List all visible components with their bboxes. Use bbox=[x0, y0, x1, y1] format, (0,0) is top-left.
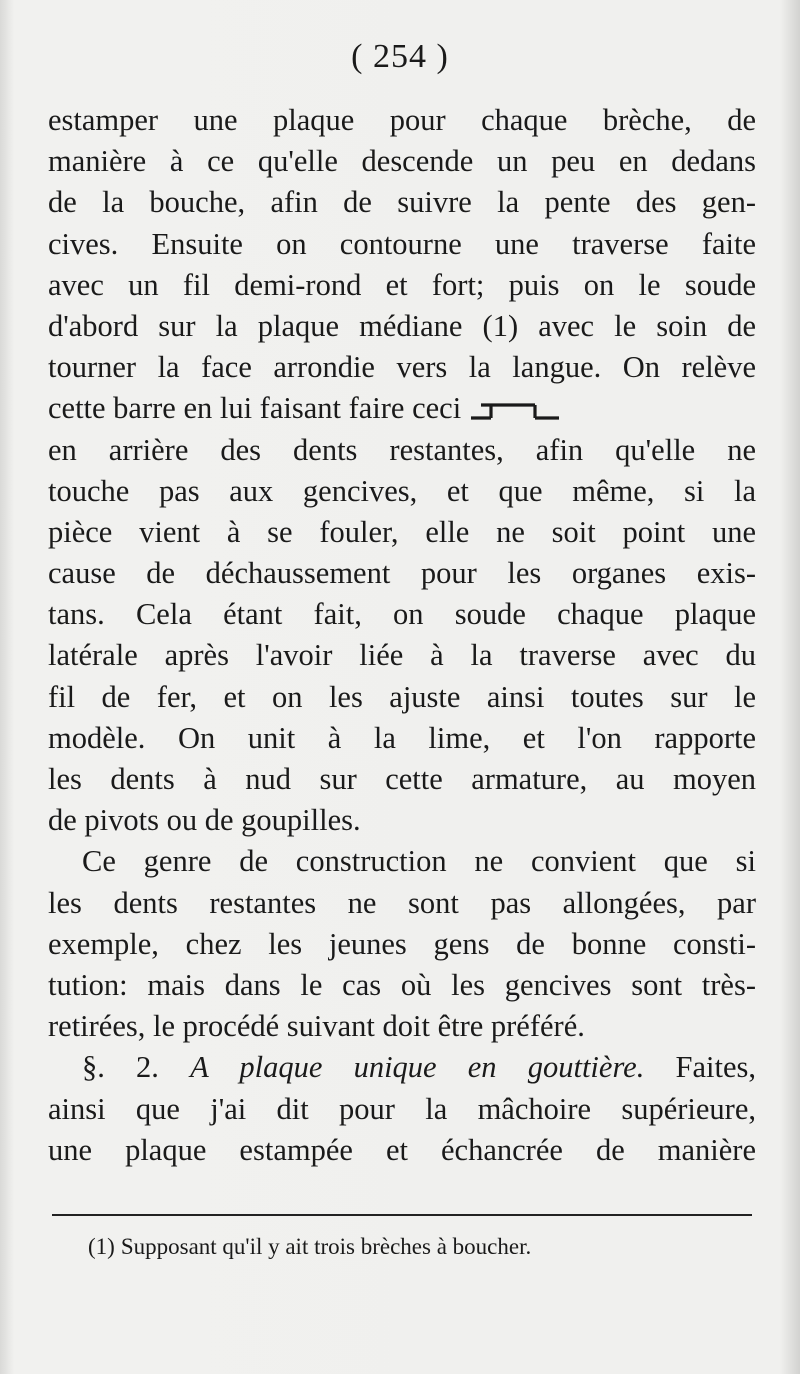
text-line: touche pas aux gencives, et que même, si la bbox=[48, 473, 756, 508]
text-line: avec un fil demi-rond et fort; puis on le soude bbox=[48, 267, 756, 302]
text-line: ainsi que j'ai dit pour la mâchoire supérieure, bbox=[48, 1091, 756, 1126]
text-line: les dents restantes ne sont pas allongées, par bbox=[48, 885, 756, 920]
text-line: d'abord sur la plaque médiane (1) avec le soin de bbox=[48, 308, 756, 343]
footnote bbox=[88, 1232, 728, 1262]
text-line: cause de déchaussement pour les organes exis- bbox=[48, 556, 756, 591]
section-text: Faites, bbox=[675, 1050, 757, 1085]
text-line: estamper une plaque pour chaque brèche, de bbox=[48, 103, 756, 137]
footnote-mark: (1) bbox=[88, 1234, 115, 1259]
text-line: latérale après l'avoir liée à la traverse avec du bbox=[48, 638, 756, 673]
text-line: cette barre en lui faisant faire ceci bbox=[48, 391, 462, 426]
text-line: cives. Ensuite on contourne une traverse faite bbox=[48, 226, 756, 261]
text-line: une plaque estampée et échancrée de manière bbox=[48, 1132, 756, 1167]
page-number: ( 254 ) bbox=[351, 38, 449, 75]
text-line: les dents à nud sur cette armature, au moyen bbox=[48, 762, 756, 796]
section-heading-line bbox=[48, 1047, 756, 1088]
text-line: pièce vient à se fouler, elle ne soit point une bbox=[48, 514, 756, 549]
paragraph-start-line: Ce genre de construction ne convient que si bbox=[82, 844, 756, 879]
text-line-with-figure bbox=[48, 388, 756, 429]
text-line: tution: mais dans le cas où les gencives sont très- bbox=[48, 967, 756, 1002]
text-line: en arrière des dents restantes, afin qu'elle ne bbox=[48, 432, 756, 467]
text-line: retirées, le procédé suivant doit être préféré. bbox=[48, 1009, 585, 1044]
text-line: manière à ce qu'elle descende un peu en dedans bbox=[48, 144, 756, 179]
bar-shape-figure-icon bbox=[469, 400, 561, 422]
text-line: exemple, chez les jeunes gens de bonne consti- bbox=[48, 926, 756, 961]
section-number: §. 2. bbox=[82, 1050, 159, 1085]
text-line: tourner la face arrondie vers la langue. On relève bbox=[48, 350, 756, 385]
footnote-divider bbox=[52, 1214, 752, 1216]
footnote-text: Supposant qu'il y ait trois brèches à boucher. bbox=[120, 1234, 532, 1259]
text-line: fil de fer, et on les ajuste ainsi toutes sur le bbox=[48, 679, 756, 714]
section-title: A plaque unique en gouttière. bbox=[190, 1050, 645, 1085]
text-line: modèle. On unit à la lime, et l'on rapporte bbox=[48, 720, 756, 755]
text-line: tans. Cela étant fait, on soude chaque plaque bbox=[48, 597, 756, 632]
text-line: de pivots ou de goupilles. bbox=[48, 803, 361, 838]
text-line: de la bouche, afin de suivre la pente des gen- bbox=[48, 185, 756, 220]
body-text bbox=[48, 100, 756, 1171]
